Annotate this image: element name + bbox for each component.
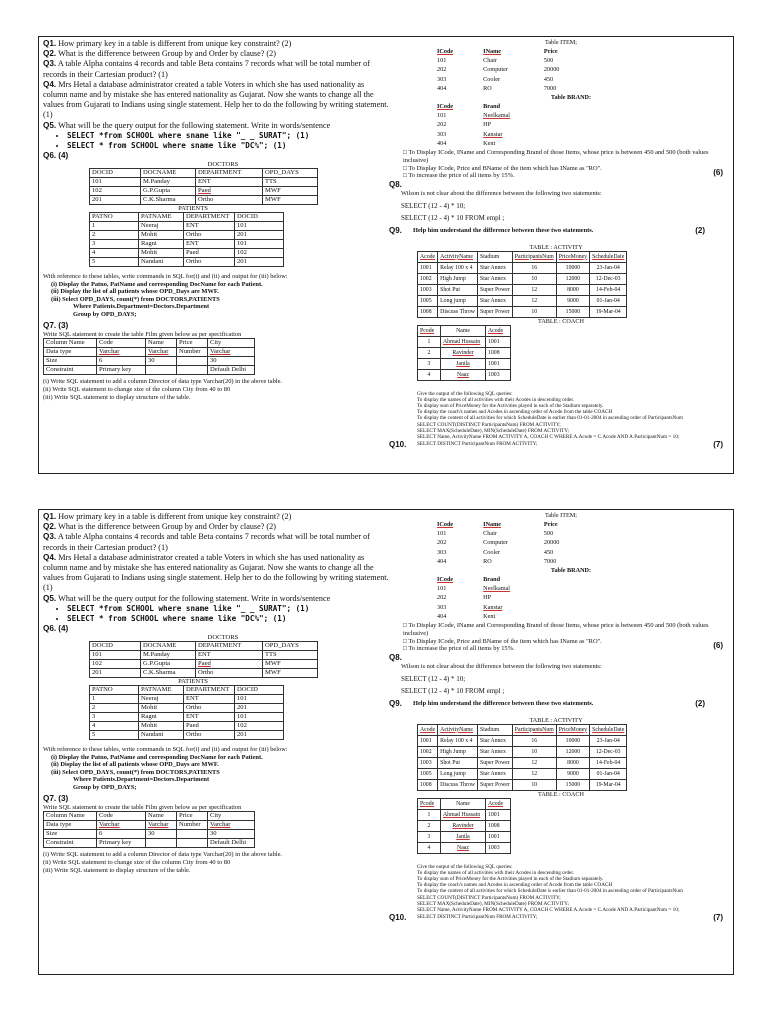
question-3: Q3. A table Alpha contains 4 records and table Beta contains 7 records what will be total number of records in their Cartesian product? (1) (43, 59, 370, 79)
doctors-table (89, 641, 318, 678)
q9-marks: (2) (695, 225, 705, 235)
q7-item: (iii) Write SQL statement to display structure of the table. (43, 393, 191, 401)
table-row: 101 Neelkamal (437, 585, 510, 593)
col-header: DOCID (90, 642, 141, 651)
table-row: 3 Ragni ENT 101 (90, 713, 284, 722)
q6-item: (ii) Display the list of all patients whose OPD_Days are MWF. (51, 761, 219, 769)
col-header: DOCID (235, 213, 284, 222)
q10-line: SELECT DISTINCT ParticipantNum FROM ACTIVITY; (417, 441, 538, 448)
question-7: Q7. (3) (43, 320, 69, 330)
table-row: 404 RO 7000 (437, 84, 557, 92)
q8-item: To Display ICode, Price and BName of the item which has IName as "RO". (408, 164, 602, 172)
question-6: Q6. (4) (43, 623, 69, 633)
q8-item: To increase the price of all items by 15%. (408, 645, 515, 653)
table-row: 1008 Discuss Throw Super Power 10 15000 19-Mar-04 (418, 306, 627, 317)
film-table: Column Name Code Name Price City Data type Varchar Varchar Number Varchar Size 6 30 30 Constraint Primary key Default Delhi (43, 811, 255, 848)
table-row: 102 G.P.Gupta Paed MWF (90, 660, 318, 669)
right-column: Table ITEM; ICode IName Price 101 Chair 500 202 Computer 20000 303 Cooler 450 404 RO 7000 Table BRAND: ICode Brand 101 Neelkamal 202 HP 303 Kanstar 404 Kent □ To Display ICode, IName and Corresponding Brand of those Items, whose price is between 450 and 500 (both values inclusive) □ To Display ICode, Price and BName of the item which has IName as "RO". □ To increase the price of all items by 15%. Q8. (6) Wilson is not clear about the difference between the following two statements: SELECT (12 - 4) * 10; SELECT (12 - 4) * 10 FROM empl ; Q9. Help him understand the difference between these two statements. (2) TABLE : ACTIVITY Acode ActivityName Stadium ParticipantsNum PriceMoney ScheduleDate 1001 Relay 100 x 4 Star Annex 16 10000 23-Jan-04 1002 High Jump Star Annex 10 12000 12-Dec-03 1003 Shot Put Super Power 12 8000 14-Feb-04 1005 Long jump Star Annex 12 9000 01-Jan-04 1008 Discuss Throw Super Power 10 15000 19-Mar-04 TABLE : COACH Pcode Name Acode 1 Ahmad Hussain 1001 2 Ravinder 1008 3 Janila 1001 4 Naaz 1003 Give the output of the following SQL queries: To display the names of all activities with their Acodes in descending order. To display sum of PriceMoney for the Activities played in each of the Stadium separately. To display the coach's names and Acodes in ascending order of Acode from the table COACH To display the content of all activities for which ScheduleDate is earlier than 01-01-2004 in ascending order of ParticipantsNum SELECT COUNT(DISTINCT ParticipantsNum) FROM ACTIVITY; SELECT MAX(ScheduleDate), MIN(ScheduleDate) FROM ACTIVITY; SELECT Name, ActivityName FROM ACTIVITY A, COACH C WHERE A.Acode = C.Acode AND A.ParticipantNum = 10; Q10. SELECT DISTINCT ParticipantNum FROM ACTIVITY; (7) (391, 512, 731, 922)
table-row: 404 Kent (437, 612, 496, 620)
col-header: DOCNAME (141, 642, 196, 651)
table-row: Constraint Primary key Default Delhi (44, 366, 255, 375)
brand-table-title: Table BRAND: (550, 94, 592, 102)
q5-item: • SELECT * from SCHOOL where sname like "DC%"; (1) (67, 614, 389, 624)
q9-stmt: SELECT (12 - 4) * 10; (401, 675, 466, 684)
q9-stmt: SELECT (12 - 4) * 10 FROM empl ; (401, 686, 505, 695)
table-row: 5 Nandani Ortho 201 (90, 258, 284, 267)
activity-table: Acode ActivityName Stadium ParticipantsNum PriceMoney ScheduleDate 1001 Relay 100 x 4 Star Annex 16 10000 23-Jan-04 1002 High Jump Star Annex 10 12000 12-Dec-03 1003 Shot Put Super Power 12 8000 14-Feb-04 1005 Long jump Star Annex 12 9000 01-Jan-04 1008 Discuss Throw Super Power 10 15000 19-Mar-04 (417, 724, 627, 791)
item-table: ICode IName Price 101 Chair 500 202 Computer 20000 303 Cooler 450 404 RO 7000 (431, 46, 565, 94)
q6-item: (i) Display the Patno, PatName and corresponding DocName for each Patient. (51, 280, 263, 288)
table-row: 1 Ahmad Hussain 1001 (418, 336, 511, 347)
col-header: PATNAME (139, 686, 184, 695)
question-5: Q5. What will be the query output for the following statement. Write in words/sentence (43, 120, 331, 130)
q5-item: • SELECT *from SCHOOL where sname like "_ _ SURAT"; (1) (67, 131, 389, 141)
table-row: 2 Ravinder 1008 (418, 347, 511, 358)
q9-stmt: SELECT (12 - 4) * 10 FROM empl ; (401, 213, 505, 222)
q8-marks: (6) (713, 641, 723, 651)
table-row: 3 Janila 1001 (418, 358, 511, 369)
table-row: 4 Mohit Paed 102 (90, 722, 284, 731)
q8-marks: (6) (713, 168, 723, 178)
table-row: 2 Mohit Ortho 201 (90, 231, 284, 240)
q5-list (67, 131, 389, 151)
table-row: 1001 Relay 100 x 4 Star Annex 16 10000 23-Jan-04 (418, 735, 627, 746)
table-row: 1005 Long jump Star Annex 12 9000 01-Jan-04 (418, 768, 627, 779)
table-row: 101 Neelkamal (437, 112, 510, 120)
table-row: 404 RO 7000 (437, 557, 557, 565)
q7-item: (ii) Write SQL statement to change size of the column City from 40 to 80 (43, 858, 231, 866)
table-row: 1002 High Jump Star Annex 10 12000 12-Dec-03 (418, 746, 627, 757)
question-8: Q8. (389, 653, 402, 663)
table-row: 102 G.P.Gupta Paed MWF (90, 187, 318, 196)
q10-marks: (7) (713, 913, 723, 923)
table-row: 202 Computer 20000 (437, 539, 560, 547)
col-header: DOCNAME (141, 169, 196, 178)
table-row: 2 Mohit Ortho 201 (90, 704, 284, 713)
q8-item: To increase the price of all items by 15%. (408, 172, 515, 180)
q7-text: Write SQL statement to create the table Film given below as per specification (43, 803, 242, 811)
question-3: Q3. A table Alpha contains 4 records and table Beta contains 7 records what will be total number of records in their Cartesian product? (1) (43, 532, 370, 552)
brand-table: ICode Brand 101 Neelkamal 202 HP 303 Kanstar 404 Kent (431, 574, 516, 622)
table-row: Size 6 30 30 (44, 357, 255, 366)
table-row: 4 Naaz 1003 (418, 842, 511, 853)
coach-title: TABLE : COACH (538, 790, 584, 798)
q6-item: Where Patients.Department=Doctors.Department (73, 776, 210, 784)
table-row: 202 Computer 20000 (437, 66, 560, 74)
question-5: Q5. What will be the query output for the following statement. Write in words/sentence (43, 593, 331, 603)
table-row: Data type Varchar Varchar Number Varchar (44, 821, 255, 830)
item-table-title: Table ITEM; (544, 39, 578, 46)
question-7: Q7. (3) (43, 793, 69, 803)
q6-item: (i) Display the Patno, PatName and corresponding DocName for each Patient. (51, 753, 263, 761)
doctors-title: DOCTORS (207, 634, 239, 642)
col-header: DEPARTMENT (196, 642, 263, 651)
table-row: Data type Varchar Varchar Number Varchar (44, 348, 255, 357)
table-row: 303 Cooler 450 (437, 548, 554, 556)
coach-table: Pcode Name Acode 1 Ahmad Hussain 1001 2 Ravinder 1008 3 Janila 1001 4 Naaz 1003 (417, 798, 511, 854)
q6-item: Group by OPD_DAYS; (73, 784, 137, 791)
table-row: 303 Cooler 450 (437, 75, 554, 83)
table-row: 1003 Shot Put Super Power 12 8000 14-Feb-04 (418, 284, 627, 295)
activity-title: TABLE : ACTIVITY (529, 243, 583, 251)
question-4: Q4. Mrs Hetal a database administrator created a table Voters in which she has used nationality as column name and by mistake she has entered nationality as Gujarat. Now she wants to change all the values from Gujarati to Indians using single statement. Help her to do the following by writing statement. (1) (43, 552, 389, 593)
q7-item: (i) Write SQL statement to add a column Director of data type Varchar(20) in the above table. (43, 851, 283, 859)
question-9: Q9. (389, 698, 402, 708)
brand-table: ICode Brand 101 Neelkamal 202 HP 303 Kanstar 404 Kent (431, 101, 516, 149)
col-header: PATNO (90, 213, 139, 222)
question-6: Q6. (4) (43, 150, 69, 160)
q9-text: Help him understand the difference between these two statements. (413, 226, 594, 234)
col-header: DEPARTMENT (184, 213, 235, 222)
q7-item: (i) Write SQL statement to add a column Director of data type Varchar(20) in the above table. (43, 378, 283, 386)
question-8: Q8. (389, 180, 402, 190)
q9-text: Help him understand the difference between these two statements. (413, 699, 594, 707)
doctors-table (89, 168, 318, 205)
question-1: Q1. How primary key in a table is different from unique key constraint? (2) (43, 512, 292, 521)
doctors-title: DOCTORS (207, 161, 239, 169)
table-row: 202 HP (437, 121, 492, 129)
question-10: Q10. (389, 913, 407, 923)
table-row: 201 C.K.Sharma Ortho MWF (90, 196, 318, 205)
table-row: 202 HP (437, 594, 492, 602)
question-2: Q2. What is the difference between Group by and Order by clause? (2) (43, 522, 276, 532)
left-column (43, 39, 389, 401)
question-1: Q1. How primary key in a table is different from unique key constraint? (2) (43, 39, 292, 48)
table-row: 4 Mohit Paed 102 (90, 249, 284, 258)
q7-text: Write SQL statement to create the table Film given below as per specification (43, 330, 242, 338)
film-table: Column Name Code Name Price City Data type Varchar Varchar Number Varchar Size 6 30 30 Constraint Primary key Default Delhi (43, 338, 255, 375)
q9-stmt: SELECT (12 - 4) * 10; (401, 202, 466, 211)
table-row: 303 Kanstar (437, 130, 503, 138)
table-row: 404 Kent (437, 139, 496, 147)
item-table: ICode IName Price 101 Chair 500 202 Computer 20000 303 Cooler 450 404 RO 7000 (431, 519, 565, 567)
q10-block: Give the output of the following SQL queries: To display the names of all activities with their Acodes in descending order. To display sum of PriceMoney for the Activities played in each of the Stadium separately. To display the coach's names and Acodes in ascending order of Acode from the table COACH To display the content of all activities for which ScheduleDate is earlier than 01-01-2004 in ascending order of ParticipantsNum SELECT COUNT(DISTINCT ParticipantsNum) FROM ACTIVITY; SELECT MAX(ScheduleDate), MIN(ScheduleDate) FROM ACTIVITY; SELECT Name, ActivityName FROM ACTIVITY A, COACH C WHERE A.Acode = C.Acode AND A.ParticipantNum = 10; (417, 863, 683, 914)
table-row: 1002 High Jump Star Annex 10 12000 12-Dec-03 (418, 273, 627, 284)
table-row: 101 M.Panday ENT TTS (90, 178, 318, 187)
table-row: 1008 Discuss Throw Super Power 10 15000 19-Mar-04 (418, 779, 627, 790)
table-row: 101 Chair 500 (437, 57, 554, 65)
table-row: 3 Ragni ENT 101 (90, 240, 284, 249)
worksheet-top (38, 36, 734, 474)
q9-marks: (2) (695, 698, 705, 708)
q9-intro: Wilson is not clear about the difference between the following two statements: (401, 663, 602, 671)
col-header: DOCID (90, 169, 141, 178)
col-header: DOCID (235, 686, 284, 695)
activity-table: Acode ActivityName Stadium ParticipantsNum PriceMoney ScheduleDate 1001 Relay 100 x 4 Star Annex 16 10000 23-Jan-04 1002 High Jump Star Annex 10 12000 12-Dec-03 1003 Shot Put Super Power 12 8000 14-Feb-04 1005 Long jump Star Annex 12 9000 01-Jan-04 1008 Discuss Throw Super Power 10 15000 19-Mar-04 (417, 251, 627, 318)
item-table-title: Table ITEM; (544, 512, 578, 519)
coach-title: TABLE : COACH (538, 317, 584, 325)
col-header: DEPARTMENT (184, 686, 235, 695)
q6-item: Group by OPD_DAYS; (73, 311, 137, 318)
table-row: 1005 Long jump Star Annex 12 9000 01-Jan-04 (418, 295, 627, 306)
coach-table: Pcode Name Acode 1 Ahmad Hussain 1001 2 Ravinder 1008 3 Janila 1001 4 Naaz 1003 (417, 325, 511, 381)
activity-title: TABLE : ACTIVITY (529, 716, 583, 724)
table-row: 101 M.Panday ENT TTS (90, 651, 318, 660)
q10-marks: (7) (713, 440, 723, 450)
q5-item: • SELECT * from SCHOOL where sname like "DC%"; (1) (67, 141, 389, 151)
q6-intro: With reference to these tables, write commands in SQL for(i) and (ii) and output for (iii) below: (43, 746, 288, 754)
table-row: 2 Ravinder 1008 (418, 820, 511, 831)
table-row: 1003 Shot Put Super Power 12 8000 14-Feb-04 (418, 757, 627, 768)
q7-item: (iii) Write SQL statement to display structure of the table. (43, 866, 191, 874)
question-4: Q4. Mrs Hetal a database administrator created a table Voters in which she has used nationality as column name and by mistake she has entered nationality as Gujarat. Now she wants to change all the values from Gujarati to Indians using single statement. Help her to do the following by writing statement. (1) (43, 79, 389, 120)
table-row: 101 Chair 500 (437, 530, 554, 538)
q6-intro: With reference to these tables, write commands in SQL for(i) and (ii) and output for (iii) below: (43, 273, 288, 281)
q5-list (67, 604, 389, 624)
q6-item: (iii) Select OPD_DAYS, count(*) from DOCTORS,PATIENTS (51, 768, 220, 776)
col-header: DEPARTMENT (196, 169, 263, 178)
q6-item: (iii) Select OPD_DAYS, count(*) from DOCTORS,PATIENTS (51, 295, 220, 303)
q7-item: (ii) Write SQL statement to change size of the column City from 40 to 80 (43, 385, 231, 393)
q10-block: Give the output of the following SQL queries: To display the names of all activities with their Acodes in descending order. To display sum of PriceMoney for the Activities played in each of the Stadium separately. To display the coach's names and Acodes in ascending order of Acode from the table COACH To display the content of all activities for which ScheduleDate is earlier than 01-01-2004 in ascending order of ParticipantsNum SELECT COUNT(DISTINCT ParticipantsNum) FROM ACTIVITY; SELECT MAX(ScheduleDate), MIN(ScheduleDate) FROM ACTIVITY; SELECT Name, ActivityName FROM ACTIVITY A, COACH C WHERE A.Acode = C.Acode AND A.ParticipantNum = 10; (417, 390, 683, 441)
table-row: 1 Neeraj ENT 101 (90, 222, 284, 231)
patients-title: PATIENTS (178, 678, 208, 686)
question-9: Q9. (389, 225, 402, 235)
question-10: Q10. (389, 440, 407, 450)
table-row: Size 6 30 30 (44, 830, 255, 839)
q8-item: To Display ICode, IName and Corresponding Brand of those Items, whose price is between 450 and 500 (both values inclusive) (403, 149, 709, 164)
col-header: OPD_DAYS (263, 642, 318, 651)
table-row: Constraint Primary key Default Delhi (44, 839, 255, 848)
table-row: 4 Naaz 1003 (418, 369, 511, 380)
q9-intro: Wilson is not clear about the difference between the following two statements: (401, 190, 602, 198)
patients-table (89, 685, 284, 740)
table-row: 5 Nandani Ortho 201 (90, 731, 284, 740)
worksheet-bottom (38, 509, 734, 975)
right-column: Table ITEM; ICode IName Price 101 Chair 500 202 Computer 20000 303 Cooler 450 404 RO 7000 Table BRAND: ICode Brand 101 Neelkamal 202 HP 303 Kanstar 404 Kent □ To Display ICode, IName and Corresponding Brand of those Items, whose price is between 450 and 500 (both values inclusive) □ To Display ICode, Price and BName of the item which has IName as "RO". □ To increase the price of all items by 15%. Q8. (6) Wilson is not clear about the difference between the following two statements: SELECT (12 - 4) * 10; SELECT (12 - 4) * 10 FROM empl ; Q9. Help him understand the difference between these two statements. (2) TABLE : ACTIVITY Acode ActivityName Stadium ParticipantsNum PriceMoney ScheduleDate 1001 Relay 100 x 4 Star Annex 16 10000 23-Jan-04 1002 High Jump Star Annex 10 12000 12-Dec-03 1003 Shot Put Super Power 12 8000 14-Feb-04 1005 Long jump Star Annex 12 9000 01-Jan-04 1008 Discuss Throw Super Power 10 15000 19-Mar-04 TABLE : COACH Pcode Name Acode 1 Ahmad Hussain 1001 2 Ravinder 1008 3 Janila 1001 4 Naaz 1003 Give the output of the following SQL queries: To display the names of all activities with their Acodes in descending order. To display sum of PriceMoney for the Activities played in each of the Stadium separately. To display the coach's names and Acodes in ascending order of Acode from the table COACH To display the content of all activities for which ScheduleDate is earlier than 01-01-2004 in ascending order of ParticipantsNum SELECT COUNT(DISTINCT ParticipantsNum) FROM ACTIVITY; SELECT MAX(ScheduleDate), MIN(ScheduleDate) FROM ACTIVITY; SELECT Name, ActivityName FROM ACTIVITY A, COACH C WHERE A.Acode = C.Acode AND A.ParticipantNum = 10; Q10. SELECT DISTINCT ParticipantNum FROM ACTIVITY; (7) (391, 39, 731, 449)
q8-item: To Display ICode, Price and BName of the item which has IName as "RO". (408, 637, 602, 645)
question-2: Q2. What is the difference between Group by and Order by clause? (2) (43, 49, 276, 59)
table-row: 1 Neeraj ENT 101 (90, 695, 284, 704)
patients-title: PATIENTS (178, 205, 208, 213)
q5-item: • SELECT *from SCHOOL where sname like "_ _ SURAT"; (1) (67, 604, 389, 614)
patients-table (89, 212, 284, 267)
col-header: PATNO (90, 686, 139, 695)
table-row: 3 Janila 1001 (418, 831, 511, 842)
table-row: 303 Kanstar (437, 603, 503, 611)
table-row: 1 Ahmad Hussain 1001 (418, 809, 511, 820)
q8-item: To Display ICode, IName and Corresponding Brand of those Items, whose price is between 450 and 500 (both values inclusive) (403, 622, 709, 637)
left-column (43, 512, 389, 874)
q10-line: SELECT DISTINCT ParticipantNum FROM ACTIVITY; (417, 914, 538, 921)
brand-table-title: Table BRAND: (550, 567, 592, 575)
q6-item: (ii) Display the list of all patients whose OPD_Days are MWF. (51, 288, 219, 296)
table-row: 1001 Relay 100 x 4 Star Annex 16 10000 23-Jan-04 (418, 262, 627, 273)
table-row: 201 C.K.Sharma Ortho MWF (90, 669, 318, 678)
col-header: PATNAME (139, 213, 184, 222)
q6-item: Where Patients.Department=Doctors.Department (73, 303, 210, 311)
col-header: OPD_DAYS (263, 169, 318, 178)
